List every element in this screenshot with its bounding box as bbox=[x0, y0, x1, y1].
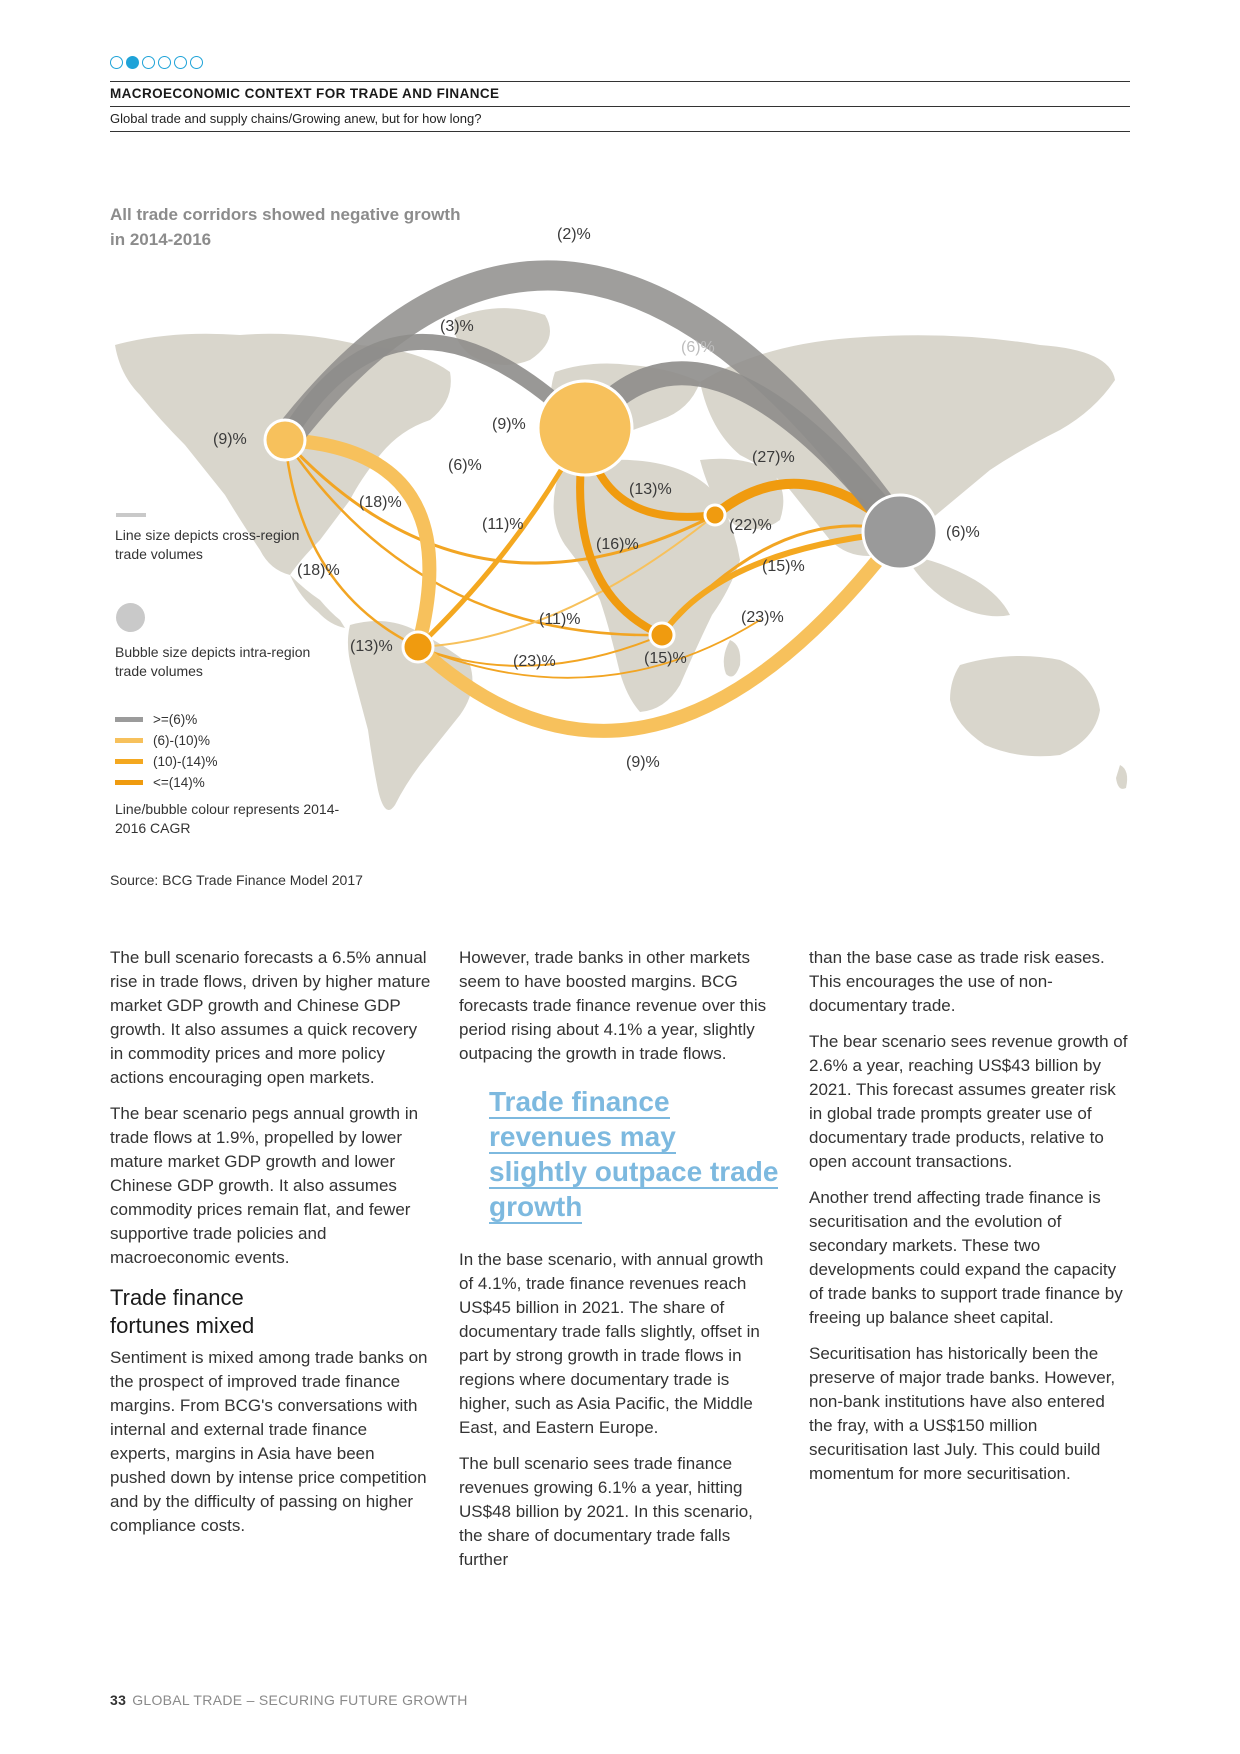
pull-quote bbox=[489, 1084, 781, 1224]
pull-quote-text: Trade finance revenues may slightly outpace trade growth bbox=[489, 1086, 779, 1222]
paragraph: than the base case as trade risk eases. This encourages the use of non-documentary trade. bbox=[809, 948, 1105, 1015]
text-column-3 bbox=[809, 946, 1131, 1498]
progress-dot-active bbox=[126, 56, 139, 69]
section-subtitle: Global trade and supply chains/Growing anew, but for how long? bbox=[110, 111, 482, 126]
legend-item bbox=[115, 712, 197, 727]
label-na-me: (18)% bbox=[359, 494, 402, 511]
bubble-south-america bbox=[403, 632, 433, 662]
label-me-asia: (27)% bbox=[752, 449, 795, 466]
label-africa-asia: (15)% bbox=[762, 558, 805, 575]
bubble-north-america bbox=[265, 420, 305, 460]
legend-label: <=(14)% bbox=[153, 775, 205, 790]
figure-title: All trade corridors showed negative growth in 2014-2016 bbox=[110, 205, 461, 249]
label-europe-sa: (6)% bbox=[448, 457, 482, 474]
bubble-middle-east bbox=[705, 505, 725, 525]
paragraph: Securitisation has historically been the preserve of major trade banks. However, non-bank institutions have also entered the fray, with a US$150 million securitisation last July. This could build momentum for more securitisation. bbox=[809, 1344, 1116, 1483]
section-title: MACROECONOMIC CONTEXT FOR TRADE AND FINANCE bbox=[110, 86, 500, 101]
legend-swatch bbox=[115, 717, 143, 722]
legend-bubble-text: Bubble size depicts intra-region trade volumes bbox=[115, 644, 311, 679]
australia-shape bbox=[950, 656, 1100, 756]
legend-swatch bbox=[115, 738, 143, 743]
paragraph: The bull scenario forecasts a 6.5% annual rise in trade flows, driven by higher mature market GDP growth and Chinese GDP growth. It also assumes a quick recovery in commodity prices and more policy actions encouraging open markets. bbox=[110, 948, 431, 1087]
progress-dots bbox=[110, 56, 203, 69]
legend-line-text: Line size depicts cross-region trade volumes bbox=[115, 527, 300, 562]
legend-item bbox=[115, 754, 218, 769]
label-sa-africa: (23)% bbox=[513, 653, 556, 670]
publication-title: GLOBAL TRADE – SECURING FUTURE GROWTH bbox=[132, 1692, 468, 1708]
header-rule-bottom bbox=[110, 131, 1130, 132]
legend-swatch bbox=[115, 780, 143, 785]
paragraph: However, trade banks in other markets seem to have boosted margins. BCG forecasts trade finance revenue over this period rising about 4.1% a year, slightly outpacing the growth in trade flows. bbox=[459, 948, 767, 1063]
legend-item bbox=[115, 775, 205, 790]
label-sa-me: (11)% bbox=[539, 611, 581, 628]
label-sa-asia: (23)% bbox=[741, 609, 784, 626]
progress-dot bbox=[190, 56, 203, 69]
progress-dot bbox=[142, 56, 155, 69]
label-na-sa: (18)% bbox=[297, 562, 340, 579]
label-na-europe: (3)% bbox=[440, 318, 474, 335]
label-europe-africa: (16)% bbox=[596, 536, 639, 553]
paragraph: The bear scenario pegs annual growth in trade flows at 1.9%, propelled by lower mature market GDP growth and lower Chinese GDP growth. It also assumes commodity prices remain flat, and fewer supportive trade policies and macroeconomic events. bbox=[110, 1104, 419, 1267]
label-europe-asia: (6)% bbox=[681, 339, 715, 356]
legend-bubble-sample bbox=[116, 603, 145, 632]
label-europe-sa-2: (11)% bbox=[482, 516, 524, 533]
paragraph: The bear scenario sees revenue growth of 2.6% a year, reaching US$43 billion by 2021. This forecast assumes greater risk in global trade prompts greater use of documentary trade products, relative to open account transactions. bbox=[809, 1032, 1128, 1171]
legend-label: (6)-(10)% bbox=[153, 733, 211, 748]
page-number: 33 bbox=[110, 1692, 127, 1708]
text-column-1 bbox=[110, 946, 432, 1550]
progress-dot bbox=[174, 56, 187, 69]
bubble-africa bbox=[650, 623, 674, 647]
label-europe-me: (13)% bbox=[629, 481, 672, 498]
trade-corridor-map bbox=[0, 200, 1240, 820]
legend-note: Line/bubble colour represents 2014-2016 CAGR bbox=[115, 801, 340, 836]
label-sa-asia-thick: (9)% bbox=[626, 754, 660, 771]
header-rule-middle bbox=[110, 106, 1130, 107]
progress-dot bbox=[110, 56, 123, 69]
paragraph: Another trend affecting trade finance is securitisation and the evolution of secondary markets. These two developments could expand the capacity of trade banks to support trade finance by freeing up balance sheet capital. bbox=[809, 1188, 1123, 1327]
page-footer bbox=[110, 1692, 468, 1708]
figure-source: Source: BCG Trade Finance Model 2017 bbox=[110, 872, 363, 888]
label-bubble-north-america: (9)% bbox=[213, 431, 247, 448]
label-na-asia: (2)% bbox=[557, 226, 591, 243]
label-bubble-africa: (15)% bbox=[644, 650, 687, 667]
new-zealand-shape bbox=[1116, 765, 1127, 789]
paragraph: Sentiment is mixed among trade banks on the prospect of improved trade finance margins. From BCG's conversations with internal and external trade finance experts, margins in Asia have been pushed down by intense price competition and by the difficulty of passing on higher compliance costs. bbox=[110, 1348, 428, 1535]
legend-swatch bbox=[115, 759, 143, 764]
legend-item bbox=[115, 733, 210, 748]
label-bubble-middle-east: (22)% bbox=[729, 517, 772, 534]
label-bubble-europe: (9)% bbox=[492, 416, 526, 433]
legend-label: >=(6)% bbox=[153, 712, 198, 727]
paragraph: In the base scenario, with annual growth of 4.1%, trade finance revenues reach US$45 billion in 2021. The share of documentary trade falls slightly, offset in part by strong growth in trade flows in regions where documentary trade is higher, such as Asia Pacific, the Middle East, and Eastern Europe. bbox=[459, 1250, 764, 1437]
label-bubble-south-america: (13)% bbox=[350, 638, 393, 655]
label-bubble-asia-pacific: (6)% bbox=[946, 524, 980, 541]
legend-line-sample bbox=[116, 513, 146, 517]
header-rule-top bbox=[110, 81, 1130, 82]
progress-dot bbox=[158, 56, 171, 69]
madagascar-shape bbox=[724, 640, 741, 677]
legend-label: (10)-(14)% bbox=[153, 754, 218, 769]
bubble-asia-pacific bbox=[863, 495, 937, 569]
bubble-europe bbox=[538, 381, 632, 475]
paragraph: The bull scenario sees trade finance revenues growing 6.1% a year, hitting US$48 billion by 2021. In this scenario, the share of documentary trade falls further bbox=[459, 1454, 753, 1569]
text-column-2 bbox=[459, 946, 781, 1584]
section-heading: Trade finance fortunes mixed bbox=[110, 1285, 255, 1338]
